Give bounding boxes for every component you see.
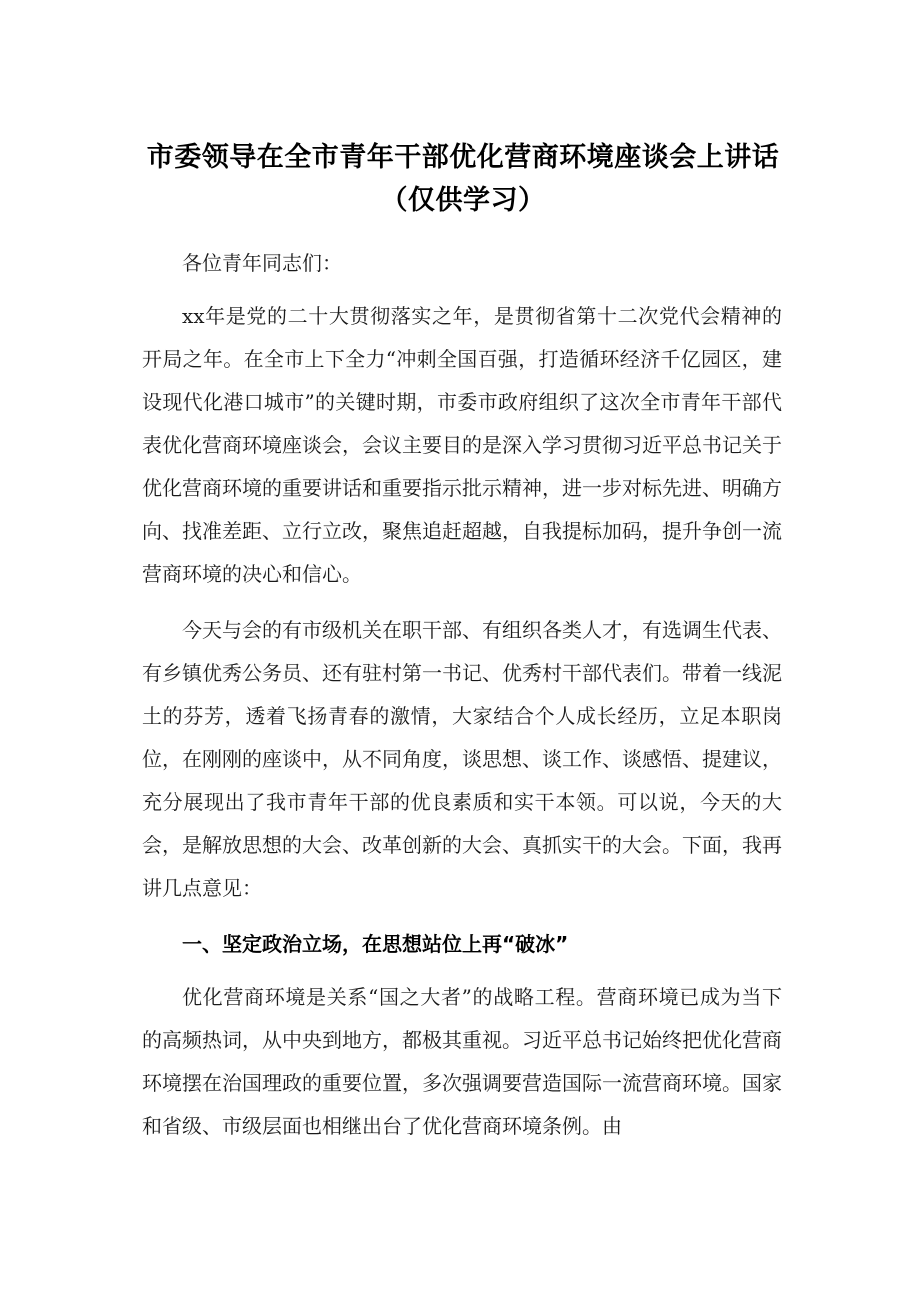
document-title: 市委领导在全市青年干部优化营商环境座谈会上讲话（仅供学习）	[146, 142, 780, 216]
paragraph-section-one: 优化营商环境是关系“国之大者”的战略工程。营商环境已成为当下的高频热词，从中央到地方，都极其重视。习近平总书记始终把优化营商环境摆在治国理政的重要位置，多次强调要营造国际一流营商环境。国家和省级、市级层面也相继出台了优化营商环境条例。由	[142, 985, 782, 1138]
section-heading: 一、坚定政治立场，在思想站位上再“破冰”	[182, 932, 569, 956]
document-body	[142, 242, 782, 1161]
paragraph-attendees: 今天与会的有市级机关在职干部、有组织各类人才，有选调生代表、有乡镇优秀公务员、还有驻村第一书记、优秀村干部代表们。带着一线泥土的芬芳，透着飞扬青春的激情，大家结合个人成长经历，立足本职岗位，在刚刚的座谈中，从不同角度，谈思想、谈工作、谈感悟、提建议，充分展现出了我市青年干部的优良素质和实干本领。可以说，今天的大会，是解放思想的大会、改革创新的大会、真抓实干的大会。下面，我再讲几点意见：	[142, 618, 782, 900]
salutation: 各位青年同志们：	[182, 251, 342, 275]
paragraph-opening: xx年是党的二十大贯彻落实之年，是贯彻省第十二次党代会精神的开局之年。在全市上下全力“冲刺全国百强，打造循环经济千亿园区，建设现代化港口城市”的关键时期，市委市政府组织了这次全市青年干部代表优化营商环境座谈会，会议主要目的是深入学习贯彻习近平总书记关于优化营商环境的重要讲话和重要指示批示精神，进一步对标先进、明确方向、找准差距、立行立改，聚焦追赶超越，自我提标加码，提升争创一流营商环境的决心和信心。	[142, 304, 782, 586]
